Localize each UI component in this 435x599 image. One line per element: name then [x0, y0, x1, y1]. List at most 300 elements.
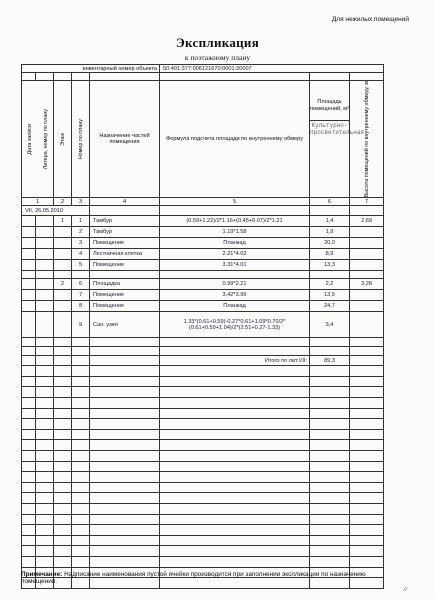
- table-row: [22, 347, 384, 356]
- table-row: [22, 504, 384, 515]
- empty-cell: [350, 451, 384, 462]
- corner-note: Для нежилых помещений: [331, 16, 409, 23]
- col-number: 2: [54, 198, 72, 206]
- footnote-label: Примечание:: [21, 571, 63, 578]
- empty-cell: [36, 419, 54, 430]
- empty-cell: [36, 356, 54, 366]
- empty-cell: [350, 271, 384, 279]
- empty-cell: [72, 461, 90, 472]
- empty-cell: [350, 514, 384, 525]
- empty-cell: [350, 535, 384, 546]
- row-area: 8,9: [310, 249, 350, 260]
- empty-cell: [36, 249, 54, 260]
- empty-cell: [22, 312, 36, 338]
- col-number: 1: [22, 198, 54, 206]
- row-plan-number: 2: [72, 227, 90, 238]
- empty-cell: [72, 482, 90, 493]
- row-height: [350, 249, 384, 260]
- empty-cell: [22, 347, 36, 356]
- empty-cell: [22, 356, 36, 366]
- empty-cell: [36, 504, 54, 515]
- footnote-text: Надписание наименования пустой ячейки производится при заполнении экспликации по назначению помещения.: [21, 571, 366, 585]
- row-purpose: Площадка: [90, 279, 160, 290]
- row-formula: (0.59+1.22)/2*1.16+(0.45+0.07)/2*1.21: [160, 216, 310, 227]
- inventory-value: 50:401:377:006121670:0001:20007: [160, 65, 384, 73]
- row-height: [350, 290, 384, 301]
- empty-cell: [310, 504, 350, 515]
- col-number: 7: [350, 198, 384, 206]
- row-plan-number: 7: [72, 290, 90, 301]
- header-purpose: Назначение частей помещения: [90, 81, 160, 198]
- row-formula: 3.31*4.01: [160, 260, 310, 271]
- row-area: 13,3: [310, 260, 350, 271]
- empty-cell: [36, 525, 54, 536]
- empty-cell: [22, 238, 36, 249]
- table-row: [22, 514, 384, 525]
- empty-cell: [350, 525, 384, 536]
- empty-cell: [90, 398, 160, 409]
- empty-cell: [90, 504, 160, 515]
- table-row: [22, 440, 384, 451]
- empty-cell: [310, 451, 350, 462]
- empty-cell: [72, 338, 90, 347]
- empty-cell: [54, 451, 72, 462]
- empty-cell: [36, 482, 54, 493]
- empty-cell: [310, 546, 350, 557]
- row-height: 2,69: [350, 216, 384, 227]
- empty-cell: [310, 514, 350, 525]
- row-floor: [54, 301, 72, 312]
- table-row: [22, 535, 384, 546]
- empty-cell: [310, 525, 350, 536]
- empty-cell: [22, 556, 36, 567]
- page-mark: //: [403, 587, 407, 593]
- row-height: [350, 312, 384, 338]
- empty-cell: [22, 514, 36, 525]
- empty-cell: [36, 514, 54, 525]
- empty-cell: [350, 356, 384, 366]
- row-floor: [54, 238, 72, 249]
- empty-cell: [90, 419, 160, 430]
- empty-cell: [90, 525, 160, 536]
- row-area: 13,5: [310, 290, 350, 301]
- empty-cell: [36, 461, 54, 472]
- row-purpose: Помещение: [90, 290, 160, 301]
- empty-cell: [310, 398, 350, 409]
- empty-cell: [160, 451, 310, 462]
- row-plan-number: 5: [72, 260, 90, 271]
- empty-cell: [54, 271, 72, 279]
- empty-cell: [54, 376, 72, 387]
- empty-cell: [310, 271, 350, 279]
- table-row: [22, 227, 384, 238]
- inventory-label: инвентарный номер объекта: [22, 65, 160, 73]
- table-row: [22, 398, 384, 409]
- table-row: [22, 387, 384, 398]
- row-area: 1,9: [310, 227, 350, 238]
- row-floor: [54, 249, 72, 260]
- empty-cell: [310, 535, 350, 546]
- empty-cell: [160, 419, 310, 430]
- col-number: 5: [160, 198, 310, 206]
- empty-cell: [22, 227, 36, 238]
- empty-cell: [36, 376, 54, 387]
- empty-cell: [36, 301, 54, 312]
- document-title: Экспликация: [175, 35, 260, 50]
- empty-cell: [350, 440, 384, 451]
- empty-cell: [54, 440, 72, 451]
- empty-cell: [36, 440, 54, 451]
- empty-cell: [36, 398, 54, 409]
- section-label: VII, 26.05.2010: [22, 206, 90, 216]
- row-formula: 2.21*4.02: [160, 249, 310, 260]
- empty-cell: [72, 356, 90, 366]
- empty-cell: [36, 546, 54, 557]
- empty-cell: [310, 347, 350, 356]
- table-row: [22, 546, 384, 557]
- empty-cell: [72, 451, 90, 462]
- empty-cell: [36, 535, 54, 546]
- table-row: [22, 525, 384, 536]
- empty-cell: [72, 408, 90, 419]
- row-plan-number: 4: [72, 249, 90, 260]
- row-floor: [54, 227, 72, 238]
- row-formula: Планкад: [160, 238, 310, 249]
- row-height: [350, 238, 384, 249]
- empty-cell: [36, 347, 54, 356]
- row-purpose: Помещение: [90, 260, 160, 271]
- empty-cell: [22, 249, 36, 260]
- table-row: [22, 238, 384, 249]
- empty-cell: [160, 366, 310, 377]
- empty-cell: [54, 408, 72, 419]
- empty-cell: [72, 366, 90, 377]
- table-row: [22, 493, 384, 504]
- empty-cell: [160, 482, 310, 493]
- empty-cell: [160, 472, 310, 483]
- empty-cell: [22, 271, 36, 279]
- table-row: [22, 376, 384, 387]
- empty-cell: [350, 398, 384, 409]
- empty-cell: [72, 514, 90, 525]
- row-height: [350, 227, 384, 238]
- footnote: [21, 571, 391, 585]
- row-formula: Планкад: [160, 301, 310, 312]
- table-row: [22, 279, 384, 290]
- table-row: [22, 338, 384, 347]
- empty-cell: [54, 366, 72, 377]
- empty-cell: [36, 271, 54, 279]
- empty-cell: [160, 504, 310, 515]
- row-height: 3,28: [350, 279, 384, 290]
- table-row: [22, 419, 384, 430]
- empty-cell: [160, 546, 310, 557]
- table-row: [22, 472, 384, 483]
- empty-cell: [310, 419, 350, 430]
- row-purpose: Тамбур: [90, 227, 160, 238]
- header-floor: Этаж: [59, 132, 66, 146]
- empty-cell: [310, 461, 350, 472]
- empty-cell: [22, 525, 36, 536]
- row-plan-number: 1: [72, 216, 90, 227]
- row-plan-number: 9: [72, 312, 90, 338]
- row-formula: 1.19*1.58: [160, 227, 310, 238]
- row-area: 3,4: [310, 312, 350, 338]
- empty-cell: [350, 504, 384, 515]
- empty-cell: [54, 347, 72, 356]
- table-row: [22, 461, 384, 472]
- header-formula: Формула подсчета площади по внутреннему обмеру: [160, 81, 310, 198]
- empty-cell: [36, 279, 54, 290]
- empty-cell: [72, 472, 90, 483]
- empty-cell: [54, 482, 72, 493]
- empty-cell: [160, 440, 310, 451]
- header-height: Высота помещений по внутреннему обмеру, м: [363, 81, 370, 198]
- empty-cell: [54, 525, 72, 536]
- empty-cell: [36, 429, 54, 440]
- empty-cell: [36, 493, 54, 504]
- row-purpose: Помещение: [90, 238, 160, 249]
- col-number: 3: [72, 198, 90, 206]
- row-formula: 0.99*2.21: [160, 279, 310, 290]
- table-row: [22, 482, 384, 493]
- row-floor: 2: [54, 279, 72, 290]
- empty-cell: [54, 387, 72, 398]
- row-floor: [54, 312, 72, 338]
- header-date: Дата записи: [26, 123, 33, 155]
- table-row: [22, 366, 384, 377]
- row-floor: [54, 260, 72, 271]
- empty-cell: [90, 387, 160, 398]
- empty-cell: [72, 535, 90, 546]
- empty-cell: [90, 482, 160, 493]
- empty-cell: [54, 472, 72, 483]
- empty-cell: [160, 514, 310, 525]
- empty-cell: [310, 556, 350, 567]
- row-formula: 1.33*(0.61+0.59)-0.27*0.61+1.09*0.70/2*(0.61+0.59+1.04)/2*(2.51+0.27-1.33): [160, 312, 310, 338]
- empty-cell: [22, 279, 36, 290]
- table-row: [22, 556, 384, 567]
- empty-cell: [22, 260, 36, 271]
- empty-cell: [22, 216, 36, 227]
- empty-cell: [36, 312, 54, 338]
- empty-cell: [22, 535, 36, 546]
- document-subtitle: к поэтажному плану: [184, 53, 251, 62]
- total-area: 89,3: [310, 356, 350, 366]
- empty-cell: [22, 408, 36, 419]
- col-number: 6: [310, 198, 350, 206]
- empty-cell: [72, 546, 90, 557]
- empty-cell: [22, 461, 36, 472]
- empty-cell: [350, 376, 384, 387]
- empty-cell: [22, 546, 36, 557]
- empty-cell: [54, 535, 72, 546]
- empty-cell: [90, 338, 160, 347]
- row-floor: 1: [54, 216, 72, 227]
- empty-cell: [310, 387, 350, 398]
- header-area: Площадь помещений, м²: [310, 99, 349, 112]
- row-area: 1,4: [310, 216, 350, 227]
- empty-cell: [72, 525, 90, 536]
- empty-cell: [350, 347, 384, 356]
- empty-cell: [310, 472, 350, 483]
- total-row: [22, 356, 384, 366]
- empty-cell: [310, 440, 350, 451]
- table-row: [22, 451, 384, 462]
- empty-cell: [22, 301, 36, 312]
- empty-cell: [54, 504, 72, 515]
- empty-cell: [72, 347, 90, 356]
- empty-cell: [22, 472, 36, 483]
- empty-cell: [310, 493, 350, 504]
- empty-cell: [310, 338, 350, 347]
- empty-cell: [72, 504, 90, 515]
- row-formula: 3.42*3.96: [160, 290, 310, 301]
- empty-cell: [54, 429, 72, 440]
- empty-cell: [36, 366, 54, 377]
- empty-cell: [72, 556, 90, 567]
- empty-cell: [160, 398, 310, 409]
- table-row: [22, 249, 384, 260]
- empty-cell: [36, 451, 54, 462]
- empty-cell: [160, 347, 310, 356]
- empty-cell: [160, 429, 310, 440]
- empty-cell: [160, 338, 310, 347]
- empty-cell: [350, 546, 384, 557]
- empty-cell: [36, 227, 54, 238]
- row-purpose: Помещение: [90, 301, 160, 312]
- row-height: [350, 301, 384, 312]
- empty-cell: [90, 271, 160, 279]
- empty-cell: [90, 356, 160, 366]
- header-area-sub: Культурно-просветительная: [310, 122, 365, 136]
- empty-cell: [310, 366, 350, 377]
- empty-cell: [350, 472, 384, 483]
- empty-cell: [350, 338, 384, 347]
- empty-cell: [90, 546, 160, 557]
- empty-cell: [350, 366, 384, 377]
- empty-cell: [22, 387, 36, 398]
- col-number: 4: [90, 198, 160, 206]
- row-plan-number: 3: [72, 238, 90, 249]
- row-purpose: Лестничная клетка: [90, 249, 160, 260]
- table-row: [22, 260, 384, 271]
- empty-cell: [22, 376, 36, 387]
- empty-cell: [160, 493, 310, 504]
- empty-cell: [90, 514, 160, 525]
- table-row: [22, 429, 384, 440]
- empty-cell: [54, 546, 72, 557]
- empty-cell: [160, 271, 310, 279]
- empty-cell: [72, 398, 90, 409]
- empty-cell: [310, 376, 350, 387]
- empty-cell: [54, 461, 72, 472]
- table-row: [22, 312, 384, 338]
- empty-cell: [160, 408, 310, 419]
- empty-cell: [36, 238, 54, 249]
- empty-cell: [22, 419, 36, 430]
- empty-cell: [90, 376, 160, 387]
- empty-cell: [310, 408, 350, 419]
- empty-cell: [22, 440, 36, 451]
- total-label: Итого по лит.VII:: [160, 356, 310, 366]
- empty-cell: [90, 429, 160, 440]
- empty-cell: [22, 493, 36, 504]
- empty-cell: [90, 440, 160, 451]
- row-plan-number: 8: [72, 301, 90, 312]
- table-row: [22, 216, 384, 227]
- empty-cell: [160, 556, 310, 567]
- empty-cell: [72, 271, 90, 279]
- empty-cell: [160, 525, 310, 536]
- table-row: [22, 301, 384, 312]
- empty-cell: [72, 376, 90, 387]
- empty-cell: [90, 408, 160, 419]
- empty-cell: [22, 338, 36, 347]
- empty-cell: [72, 419, 90, 430]
- empty-cell: [160, 461, 310, 472]
- empty-cell: [36, 556, 54, 567]
- empty-cell: [36, 338, 54, 347]
- explication-table: [21, 64, 384, 589]
- empty-cell: [350, 419, 384, 430]
- empty-cell: [22, 429, 36, 440]
- empty-cell: [90, 535, 160, 546]
- empty-cell: [90, 493, 160, 504]
- empty-cell: [22, 504, 36, 515]
- empty-cell: [350, 408, 384, 419]
- table-row: [22, 408, 384, 419]
- empty-cell: [54, 556, 72, 567]
- empty-cell: [350, 556, 384, 567]
- empty-cell: [36, 387, 54, 398]
- empty-cell: [310, 429, 350, 440]
- table-row: [22, 271, 384, 279]
- empty-cell: [72, 429, 90, 440]
- empty-cell: [90, 461, 160, 472]
- row-floor: [54, 290, 72, 301]
- empty-cell: [22, 398, 36, 409]
- empty-cell: [90, 347, 160, 356]
- empty-cell: [90, 556, 160, 567]
- empty-cell: [54, 419, 72, 430]
- empty-cell: [54, 398, 72, 409]
- empty-cell: [350, 429, 384, 440]
- empty-cell: [54, 338, 72, 347]
- row-purpose: Тамбур: [90, 216, 160, 227]
- row-area: 24,7: [310, 301, 350, 312]
- empty-cell: [350, 461, 384, 472]
- empty-cell: [72, 440, 90, 451]
- empty-cell: [36, 408, 54, 419]
- empty-cell: [22, 451, 36, 462]
- empty-cell: [22, 290, 36, 301]
- row-purpose: Сан. узел: [90, 312, 160, 338]
- empty-cell: [90, 472, 160, 483]
- table-row: [22, 290, 384, 301]
- row-height: [350, 260, 384, 271]
- empty-cell: [160, 387, 310, 398]
- empty-cell: [90, 451, 160, 462]
- row-area: 20,0: [310, 238, 350, 249]
- row-area: 2,2: [310, 279, 350, 290]
- empty-cell: [90, 366, 160, 377]
- empty-cell: [350, 493, 384, 504]
- empty-cell: [350, 482, 384, 493]
- header-plan-number: Номер по плану: [77, 119, 84, 160]
- empty-cell: [22, 366, 36, 377]
- empty-cell: [310, 482, 350, 493]
